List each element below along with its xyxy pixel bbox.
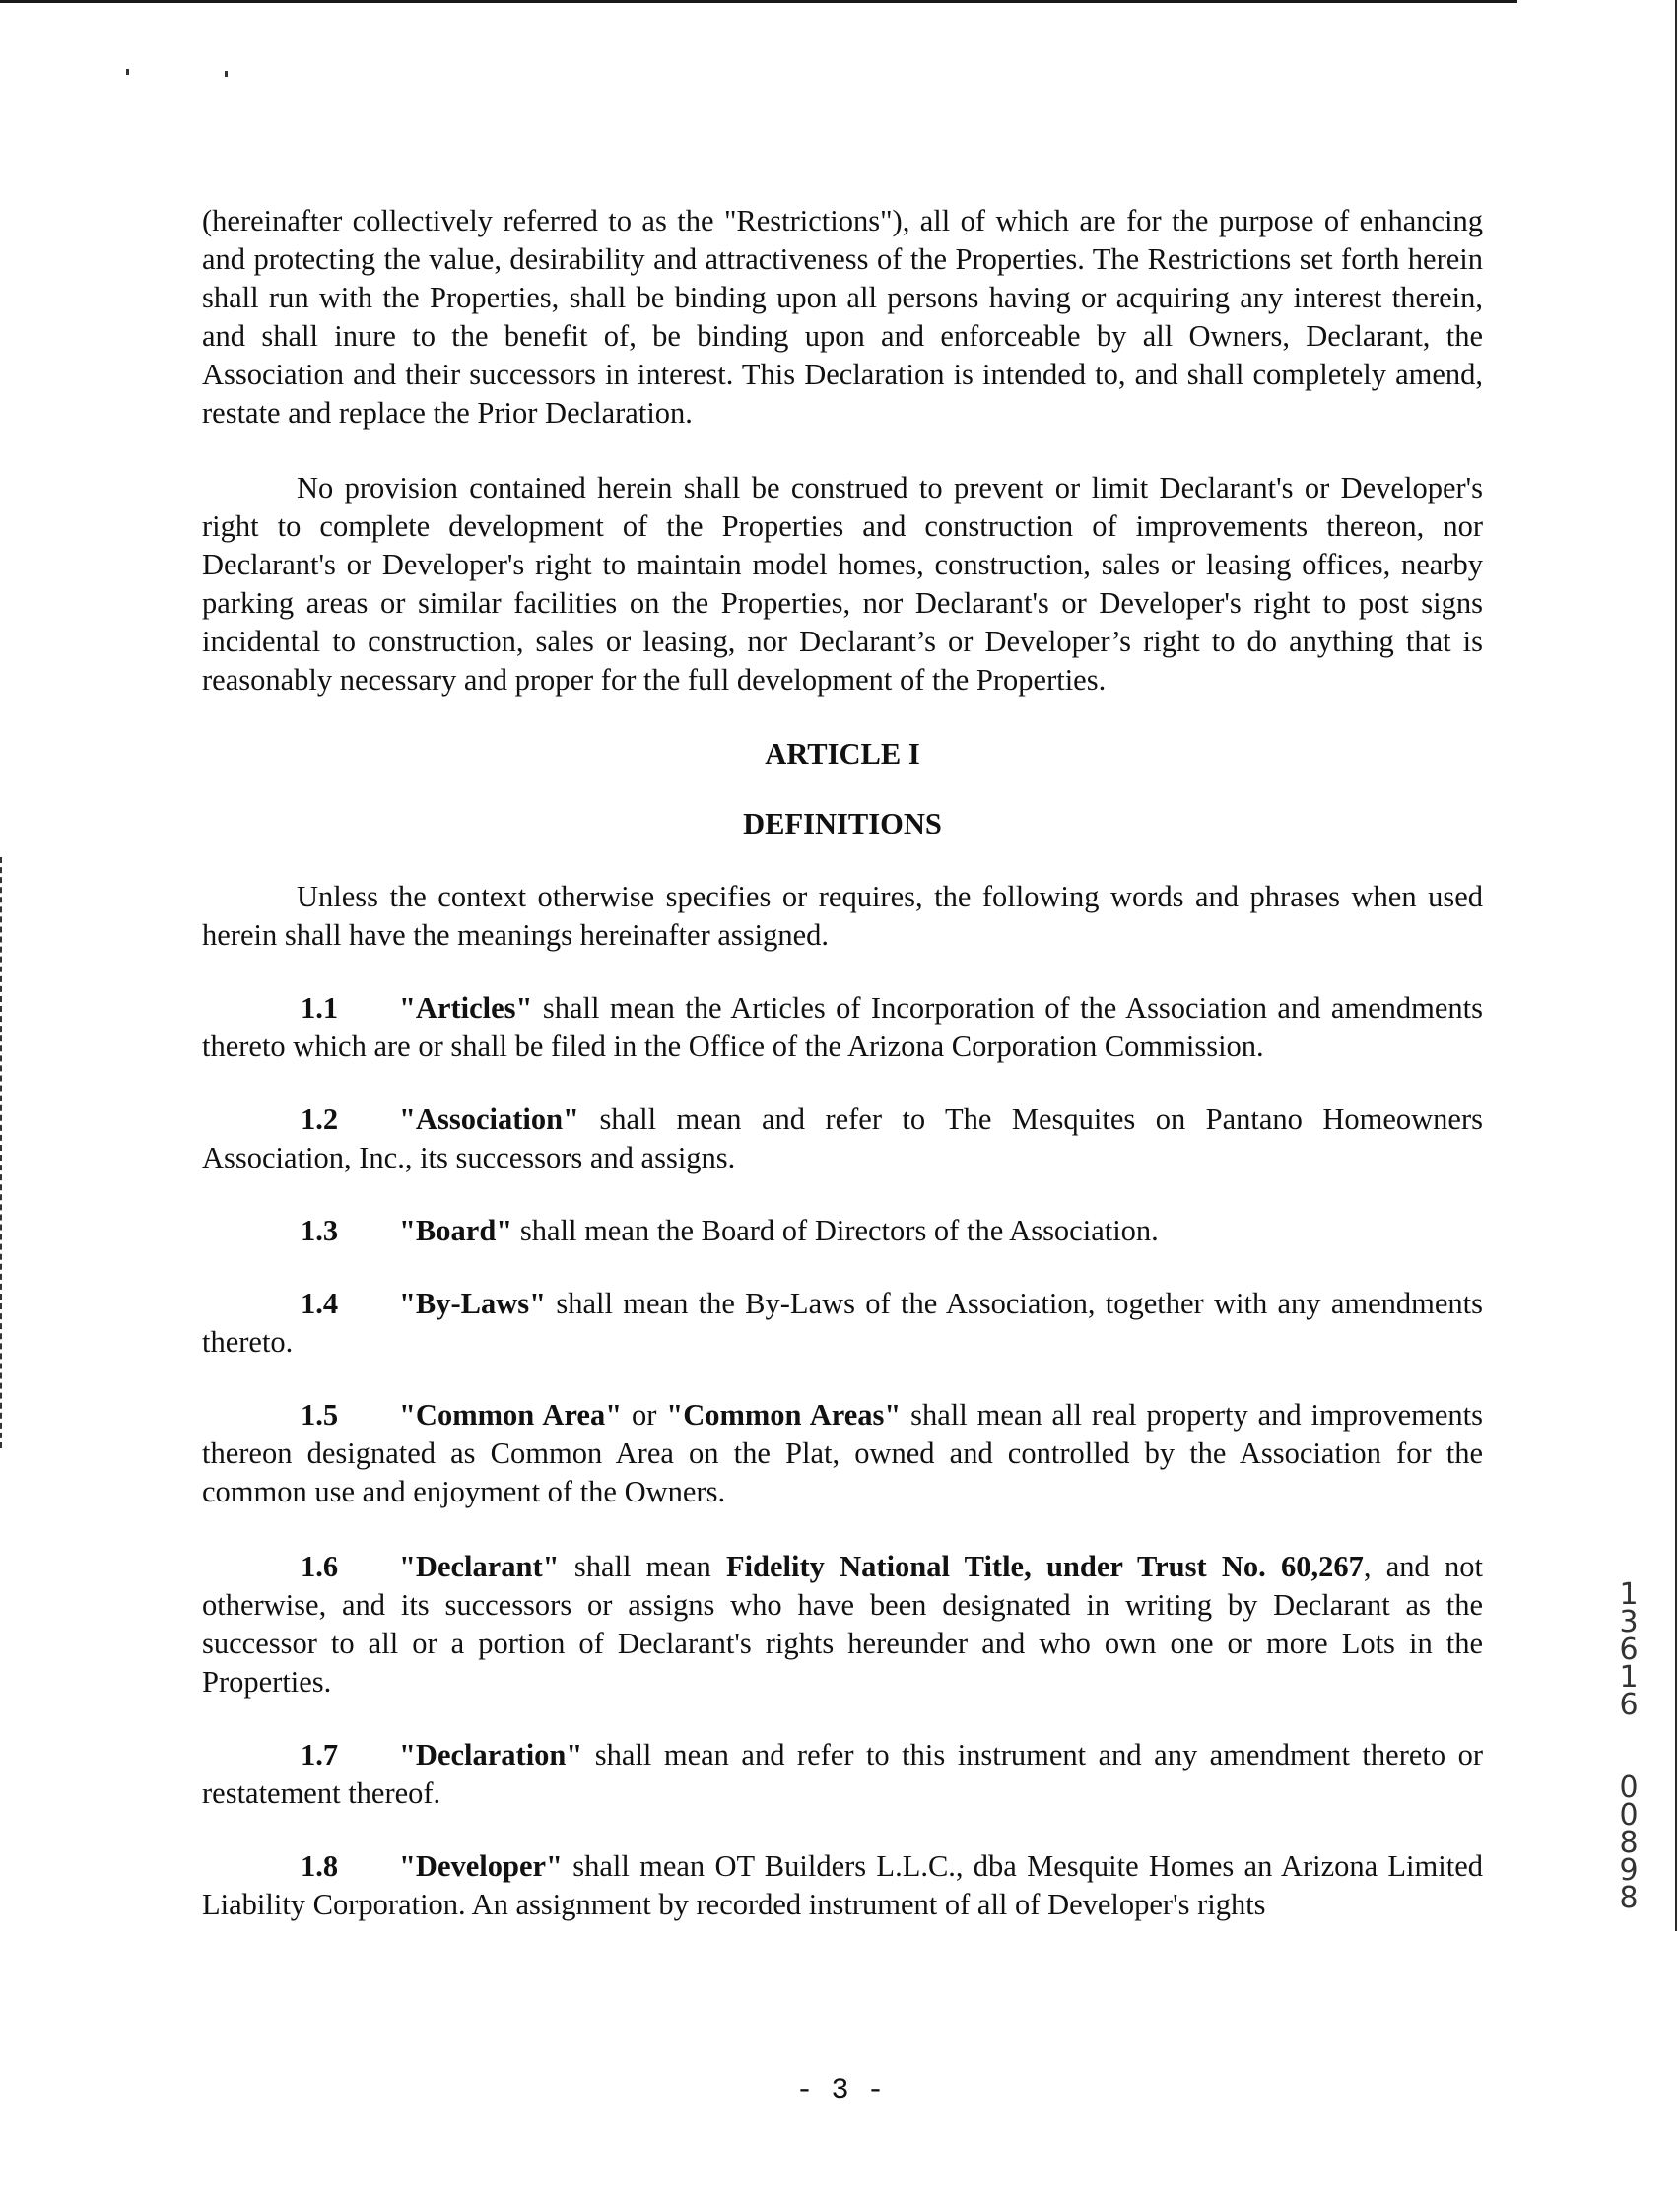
definition-item — [202, 1847, 1483, 1924]
definition-term: "Declarant" — [399, 1550, 560, 1583]
definition-item — [202, 1736, 1483, 1813]
definition-item — [202, 1285, 1483, 1362]
definition-item — [202, 989, 1483, 1066]
definition-text: shall mean and refer to this instrument and any amendment thereto or restatement thereof. — [202, 1738, 1483, 1810]
definition-term: "Developer" — [399, 1849, 563, 1883]
definition-number: 1.3 — [301, 1214, 339, 1247]
definition-number: 1.2 — [301, 1102, 339, 1136]
section-heading: DEFINITIONS — [743, 807, 942, 840]
definition-term: "Association" — [399, 1102, 579, 1136]
definition-connector: or — [622, 1398, 667, 1432]
definition-term-alt: "Common Areas" — [666, 1398, 902, 1432]
definition-number: 1.6 — [301, 1550, 339, 1583]
definition-term: "Articles" — [399, 991, 533, 1025]
definition-term: "Declaration" — [399, 1738, 583, 1771]
definition-text: shall mean the Board of Directors of the Association. — [512, 1214, 1159, 1247]
left-scan-mark — [0, 857, 5, 1448]
definition-text: , and not otherwise, and its successors or assigns who have been designated in writing by Declarant as the successor to all or a portion of Declarant's rights hereunder and who own one or more Lots in the Properties. — [202, 1550, 1483, 1699]
definition-text: shall mean the By-Laws of the Association, together with any amendments thereto. — [202, 1287, 1483, 1359]
definition-number: 1.5 — [301, 1398, 339, 1432]
definition-item — [202, 1548, 1483, 1702]
definition-number: 1.7 — [301, 1738, 339, 1771]
definition-connector: shall mean — [559, 1550, 726, 1583]
scan-speck — [126, 69, 129, 75]
scan-speck — [225, 71, 228, 77]
definition-item — [202, 1396, 1483, 1511]
definition-item — [202, 1212, 1483, 1250]
document-page — [202, 202, 1483, 1924]
definition-text: shall mean the Articles of Incorporation of the Association and amendments thereto which are or shall be filed in the Office of the Arizona Corporation Commission. — [202, 991, 1483, 1063]
definition-text: shall mean and refer to The Mesquites on Pantano Homeowners Association, Inc., its successors and assigns. — [202, 1102, 1483, 1174]
right-scan-rule — [1675, 0, 1677, 1931]
definition-text: shall mean all real property and improvements thereon designated as Common Area on the Plat, owned and controlled by the Association for the common use and enjoyment of the Owners. — [202, 1398, 1483, 1508]
intro-paragraph: (hereinafter collectively referred to as the "Restrictions"), all of which are for the purpose of enhancing and protecting the value, desirability and attractiveness of the Properties. The Restrictions set forth herein shall run with the Properties, shall be binding upon all persons having or acquiring any interest therein, and shall inure to the benefit of, be binding upon and enforceable by all Owners, Declarant, the Association and their successors in interest. This Declaration is intended to, and shall completely amend, restate and replace the Prior Declaration. — [202, 204, 1483, 430]
page-number: - 3 - — [795, 2074, 885, 2107]
definition-item — [202, 1101, 1483, 1177]
definitions-intro: Unless the context otherwise specifies or requires, the following words and phrases when used herein shall have the meanings hereinafter assigned. — [202, 880, 1483, 952]
definition-trustee: Fidelity National Title, under Trust No. 60,267 — [725, 1550, 1364, 1583]
top-scan-rule — [0, 0, 1517, 3]
recording-stamp: 1 3 6 1 6 0 0 8 9 8 — [1619, 1577, 1639, 1915]
definition-number: 1.8 — [301, 1849, 339, 1883]
definition-term: "By-Laws" — [399, 1287, 547, 1320]
provision-paragraph: No provision contained herein shall be construed to prevent or limit Declarant's or Developer's right to complete development of the Properties and construction of improvements thereon, nor Declarant's or Developer's right to maintain model homes, construction, sales or leasing offices, nearby parking areas or similar facilities on the Properties, nor Declarant's or Developer's right to post signs incidental to construction, sales or leasing, nor Declarant’s or Developer’s right to do anything that is reasonably necessary and proper for the full development of the Properties. — [202, 471, 1483, 697]
definition-number: 1.1 — [301, 991, 339, 1025]
definition-term: "Board" — [399, 1214, 513, 1247]
definition-term: "Common Area" — [399, 1398, 623, 1432]
definition-text: shall mean OT Builders L.L.C., dba Mesquite Homes an Arizona Limited Liability Corporation. An assignment by recorded instrument of all of Developer's rights — [202, 1849, 1483, 1921]
definition-number: 1.4 — [301, 1287, 339, 1320]
article-heading: ARTICLE I — [765, 737, 920, 770]
